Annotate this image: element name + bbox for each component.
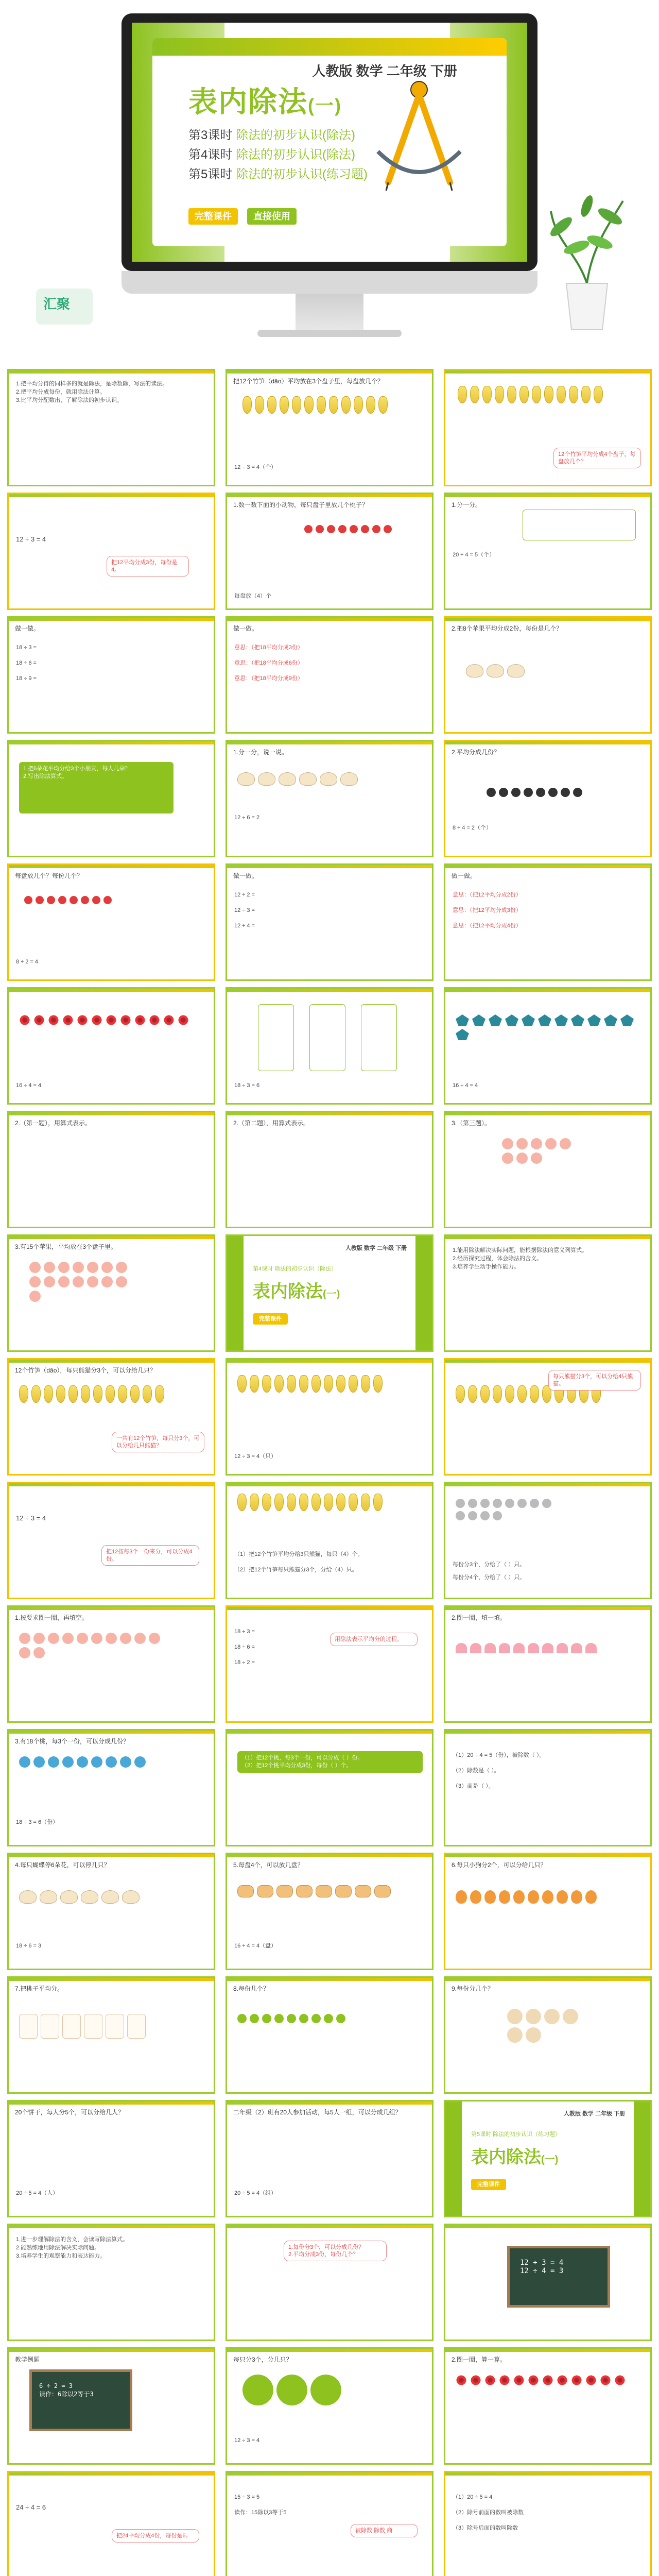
slide-title: 2.平均分成几份？ — [452, 749, 500, 756]
slide-37[interactable] — [7, 1853, 215, 1970]
cover-panel — [152, 38, 507, 246]
objective-line: 1.能用除法解决实际问题，能根据除法的意义列算式。 — [453, 1247, 588, 1253]
slide-10[interactable] — [7, 740, 215, 857]
slide-8[interactable] — [226, 616, 433, 734]
slide-54[interactable] — [444, 2471, 652, 2576]
apple-row — [19, 1633, 174, 1658]
slide-title: 6.每只小狗分2个，可以分给几只？ — [452, 1861, 547, 1869]
exercise-row: 15 ÷ 3 = 5 — [234, 2494, 260, 2500]
slide-27[interactable] — [444, 1358, 652, 1476]
bun-row — [19, 1890, 140, 1904]
cover-title-suffix: (一) — [541, 2154, 559, 2165]
slide-equation: 12 ÷ 3 = 4（只） — [234, 1453, 277, 1460]
chalk-text: 6 ÷ 2 = 3 读作：6除以2等于3 — [39, 2382, 94, 2398]
leaf-row — [456, 1014, 641, 1040]
slide-title: 2.圈一圈，算一算。 — [452, 2356, 507, 2363]
cover-lesson: 第5课时 除法的初步认识（练习题） — [471, 2131, 561, 2138]
cover-title-main: 表内除法 — [188, 86, 308, 118]
slide-12[interactable] — [444, 740, 652, 857]
cover-title-suffix: (一) — [308, 95, 342, 116]
slide-49[interactable] — [7, 2347, 215, 2465]
slide-15[interactable] — [444, 863, 652, 981]
slide-question: 1.数一数下面的小动物，每只盘子里放几个桃子？ — [233, 501, 369, 509]
bread-row — [237, 1885, 391, 1897]
peach-row — [502, 1138, 584, 1164]
meaning-row: 意思：（把18平均分成6份） — [234, 660, 303, 666]
objective-line: 1.把平均分得的同样多的就是除法，是除数除，写法的读法。 — [16, 381, 168, 387]
hint-bubble: 把12平均分成3份，每份是4。 — [107, 556, 189, 577]
slide-title: 做一做。 — [15, 625, 40, 632]
stone-row — [487, 788, 582, 797]
slide-question: 12个竹笋（dāo），每只熊猫分3个，可以分给几只？ — [15, 1367, 157, 1374]
exercise-row: （3）除号后面的数叫除数 — [453, 2525, 518, 2531]
slide-answer: 16 ÷ 4 = 4 — [16, 1082, 42, 1089]
apple-row — [24, 896, 112, 904]
exercise-row: （3）商是（ ）。 — [453, 1783, 494, 1789]
lesson-topic: 除法的初步认识(除法) — [236, 148, 356, 162]
slide-answer: 每盘放（4）个 — [234, 593, 272, 599]
slide-44[interactable] — [226, 2100, 433, 2217]
slide-51[interactable] — [444, 2347, 652, 2465]
objective-line: 3.比平均分配数出，了解除法的初步认识。 — [16, 397, 123, 403]
slide-answer: 8 ÷ 4 = 2（个） — [453, 825, 492, 831]
slide-36[interactable] — [444, 1729, 652, 1846]
compass-icon — [368, 74, 471, 193]
slide-39[interactable] — [444, 1853, 652, 1970]
meaning-row: 意思：（把12平均分成4份） — [453, 923, 522, 929]
slide-title: 2.（第二题），用算式表示。 — [233, 1120, 310, 1127]
hint-bubble: 用除法表示平均分的过程。 — [330, 1633, 418, 1646]
hint-bubble: 一共有12个竹笋，每只分3个，可以分给几只熊猫？ — [112, 1432, 204, 1452]
heart-row — [456, 1643, 597, 1653]
exercise-row: 18 ÷ 6 = — [16, 660, 37, 666]
tree-row — [242, 2375, 341, 2405]
objective-line: 3.培养学生的观察能力和表达能力。 — [16, 2253, 106, 2259]
cover-lesson: 第4课时 除法的初步认识（除法） — [253, 1266, 337, 1272]
hint-bubble: 把12按每3个一份来分，可以分成4份。 — [101, 1545, 199, 1566]
slide-grid — [7, 369, 652, 2576]
slide-answer: 16 ÷ 4 = 4 — [453, 1082, 478, 1089]
slide-title: 4.每只蝴蝶停6朵花，可以停几只？ — [15, 1861, 110, 1869]
exercise-row: （2）除号前面的数叫被除数 — [453, 2510, 524, 2516]
slide-34[interactable] — [7, 1729, 215, 1846]
slide-answer: 20 ÷ 4 = 5（个） — [453, 552, 495, 558]
slide-1[interactable] — [7, 369, 215, 486]
slide-42[interactable] — [444, 1976, 652, 2094]
slide-answer: 8 ÷ 2 = 4 — [16, 959, 39, 965]
card-row — [19, 2014, 146, 2039]
slide-3[interactable] — [444, 369, 652, 486]
exercise-row: 18 ÷ 2 = — [234, 1659, 255, 1666]
blackboard — [507, 2246, 610, 2308]
flower-row — [19, 1014, 204, 1026]
slide-title: 1.分一分，说一说。 — [233, 749, 288, 756]
slide-26[interactable] — [226, 1358, 433, 1476]
slide-4[interactable] — [7, 493, 215, 610]
apple-row — [29, 1262, 132, 1302]
lesson-number: 第3课时 — [188, 128, 233, 142]
slide-objectives — [16, 380, 206, 404]
blackboard — [29, 2369, 132, 2431]
slide-title: 1.分一分。 — [452, 501, 482, 509]
objective-line: 2.能熟练地用除法解决实际问题。 — [16, 2245, 100, 2251]
slide-48[interactable] — [444, 2224, 652, 2341]
slide-41[interactable] — [226, 1976, 433, 2094]
grouping-frame — [258, 1004, 294, 1071]
plant-icon — [546, 170, 628, 335]
slide-7[interactable] — [7, 616, 215, 734]
tag-direct-use[interactable]: 直接使用 — [247, 208, 297, 225]
slide-9[interactable] — [444, 616, 652, 734]
lesson-topic: 除法的初步认识(除法) — [236, 128, 356, 142]
green-question-box: 1.把6朵花平均分给3个小朋友，每人几朵？ 2.写出除法算式。 — [19, 762, 174, 814]
slide-title: 做一做。 — [452, 872, 477, 879]
slide-35[interactable] — [226, 1729, 433, 1846]
cover-title-suffix: (一) — [323, 1289, 340, 1300]
slide-23[interactable] — [226, 1234, 433, 1352]
pear-row — [456, 1890, 597, 1904]
meaning-row: 意思：（把12平均分成3份） — [453, 907, 522, 913]
slide-equation: 20 ÷ 5 = 4（组） — [234, 2190, 277, 2196]
slide-20[interactable] — [226, 1111, 433, 1228]
hint-bubble: 每只熊猫分3个，可以分给4只熊猫。 — [548, 1370, 641, 1391]
brand-logo — [36, 289, 93, 325]
exercise-row: 每份分3个，分给了（ ）只。 — [453, 1562, 526, 1568]
cake-row — [507, 2009, 579, 2043]
question-line: （2）把12个桃平均分成3份，每份（ ）个。 — [241, 1762, 352, 1769]
hint-bubble: 被除数 除数 商 — [351, 2524, 418, 2537]
slide-22[interactable] — [7, 1234, 215, 1352]
exercise-row: （2）把12个竹笋每只熊猫分3个，分给（4）只。 — [234, 1567, 358, 1573]
slide-title: 2.把8个苹果平均分成2份，每份是几个？ — [452, 625, 563, 632]
exercise-row: 18 ÷ 9 = — [16, 675, 37, 682]
cover-topbar — [152, 38, 507, 56]
slide-title: 2.（第一题），用算式表示。 — [15, 1120, 92, 1127]
slide-title: 每只分3个，分几只？ — [233, 2356, 292, 2363]
slide-equation: 24 ÷ 4 = 6 — [16, 2503, 46, 2511]
exercise-row: （1）20 ÷ 4 = 5（份），被除数（ ）。 — [453, 1752, 545, 1758]
exercise-row: （1）把12个竹笋平均分给3只熊猫，每只（4）个。 — [234, 1551, 363, 1557]
slide-answer: 18 ÷ 6 = 3 — [16, 1943, 42, 1949]
lesson-number: 第4课时 — [188, 148, 233, 162]
slide-question: 二年级（2）班有20人参加活动，每5人一组，可以分成几组？ — [233, 2109, 402, 2116]
monitor-frame — [122, 13, 537, 271]
slide-53[interactable] — [226, 2471, 433, 2576]
objective-line: 2.把平均分成每份，就用除法计算。 — [16, 389, 106, 395]
cover-title — [471, 2143, 558, 2168]
lesson-line-2 — [188, 144, 355, 162]
slide-answer: 18 ÷ 3 = 6（份） — [16, 1819, 59, 1825]
grouping-frame — [309, 1004, 345, 1071]
cover-publisher: 人教版 数学 二年级 下册 — [312, 63, 457, 79]
slide-25[interactable] — [7, 1358, 215, 1476]
exercise-row: 每份分4个，分给了（ ）只。 — [453, 1574, 526, 1581]
grouping-frame — [523, 510, 636, 540]
exercise-row: （1）20 ÷ 5 = 4 — [453, 2494, 493, 2500]
slide-answer: 16 ÷ 4 = 4（盘） — [234, 1943, 277, 1949]
slide-answer: 18 ÷ 3 = 6 — [234, 1082, 260, 1089]
exercise-row: （2）除数是（ ）。 — [453, 1768, 500, 1774]
slide-11[interactable] — [226, 740, 433, 857]
meaning-row: 意思：（把12平均分成2份） — [453, 892, 522, 898]
slide-equation: 12 ÷ 3 = 4 — [16, 535, 46, 543]
lesson-number: 第5课时 — [188, 167, 233, 181]
cover-publisher: 人教版 数学 二年级 下册 — [345, 1245, 407, 1251]
slide-30[interactable] — [444, 1482, 652, 1599]
slide-title: 2.圈一圈，填一填。 — [452, 1614, 507, 1621]
slide-16[interactable] — [7, 987, 215, 1105]
peach-row — [19, 1756, 174, 1768]
objective-line: 2.经历探究过程，体会除法的含义。 — [453, 1256, 543, 1262]
exercise-row: 12 ÷ 4 = — [234, 923, 255, 929]
slide-40[interactable] — [7, 1976, 215, 2094]
slide-2[interactable] — [226, 369, 433, 486]
slide-title: 7.把桃子平均分。 — [15, 1985, 64, 1992]
cover-title-main: 表内除法 — [253, 1282, 323, 1301]
slide-title: 每盘放几个？每份几个？ — [15, 872, 83, 879]
cup-row — [237, 772, 358, 786]
bamboo-row — [237, 1375, 383, 1393]
slide-6[interactable] — [444, 493, 652, 610]
slide-13[interactable] — [7, 863, 215, 981]
hint-bubble: 1.每份分3个，可以分成几份？ 2.平均分成3份，每份几个？ — [284, 2241, 387, 2261]
hero-section — [0, 0, 659, 361]
cover-title — [188, 79, 342, 121]
exercise-row: 12 ÷ 2 = — [234, 892, 255, 898]
peach-row — [304, 525, 392, 533]
exercise-row: 读作：15除以3等于5 — [234, 2510, 287, 2516]
cover-publisher: 人教版 数学 二年级 下册 — [564, 2111, 626, 2117]
question-line: （1）把12个桃，每3个一份，可以分成（ ）份。 — [241, 1755, 363, 1761]
slide-50[interactable] — [226, 2347, 433, 2465]
slide-objectives — [453, 1246, 643, 1271]
slide-29[interactable] — [226, 1482, 433, 1599]
cover-title — [253, 1277, 340, 1302]
slide-title: 8.每份几个？ — [233, 1985, 270, 1992]
slide-47[interactable] — [226, 2224, 433, 2341]
bamboo-row — [242, 396, 388, 414]
slide-objectives — [16, 2235, 206, 2260]
flower-row — [456, 2375, 641, 2386]
monitor-base — [257, 330, 402, 337]
slide-28[interactable] — [7, 1482, 215, 1599]
logo-text: 汇聚 — [43, 296, 71, 312]
exercise-row: 12 ÷ 3 = — [234, 907, 255, 913]
slide-answer: 12 ÷ 3 = 4 — [234, 2437, 260, 2444]
cover-title-main: 表内除法 — [471, 2147, 541, 2167]
slide-18[interactable] — [444, 987, 652, 1105]
slide-33[interactable] — [444, 1605, 652, 1723]
slide-title: 教学例题 — [15, 2356, 40, 2363]
slide-52[interactable] — [7, 2471, 215, 2576]
slide-17[interactable] — [226, 987, 433, 1105]
hint-bubble: 把24平均分成4份，每份是6。 — [112, 2529, 199, 2543]
meaning-row: 意思：（把18平均分成3份） — [234, 645, 303, 651]
slide-title: 做一做。 — [233, 625, 258, 632]
slide-answer: 12 ÷ 3 = 4（个） — [234, 464, 277, 470]
slide-45[interactable] — [444, 2100, 652, 2217]
slide-14[interactable] — [226, 863, 433, 981]
bowl-row — [466, 664, 525, 677]
slide-19[interactable] — [7, 1111, 215, 1228]
green-question-box — [237, 1751, 423, 1773]
objective-line: 1.进一步理解除法的含义，会读写除法算式。 — [16, 2236, 129, 2243]
cover-slide — [132, 23, 527, 262]
slide-title: 3.（第三题）。 — [452, 1120, 491, 1127]
slide-title: 3.有15个苹果，平均放在3个盘子里。 — [15, 1243, 117, 1250]
bamboo-row — [19, 1385, 164, 1403]
slide-answer: 12 ÷ 6 = 2 — [234, 815, 260, 821]
monitor-stand — [296, 294, 363, 331]
exercise-row: 18 ÷ 3 = — [16, 645, 37, 651]
slide-title: 5.每盘4个，可以放几盘？ — [233, 1861, 304, 1869]
objective-line: 3.培养学生动手操作能力。 — [453, 1264, 520, 1270]
slide-31[interactable] — [7, 1605, 215, 1723]
exercise-row: 18 ÷ 3 = — [234, 1629, 255, 1635]
slide-title: 9.每份分几个？ — [452, 1985, 494, 1992]
slide-equation: 12 ÷ 3 = 4 — [16, 1514, 46, 1522]
tag-complete[interactable]: 完整课件 — [188, 208, 238, 225]
slide-32[interactable] — [226, 1605, 433, 1723]
monitor-chin — [122, 271, 537, 294]
exercise-row: 18 ÷ 6 = — [234, 1644, 255, 1650]
slide-21[interactable] — [444, 1111, 652, 1228]
slide-equation: 20 ÷ 5 = 4（人） — [16, 2190, 59, 2196]
chalk-text: 12 ÷ 3 = 4 12 ÷ 4 = 3 — [520, 2259, 564, 2275]
slide-question: 把12个竹笋（dāo）平均放在3个盘子里，每盘放几个？ — [233, 378, 384, 385]
lesson-line-3 — [188, 164, 368, 182]
slide-title: 做一做。 — [233, 872, 258, 879]
ball-row — [237, 2014, 345, 2023]
slide-38[interactable] — [226, 1853, 433, 1970]
tag-complete[interactable]: 完整课件 — [471, 2179, 506, 2190]
slide-24[interactable] — [444, 1234, 652, 1352]
tag-complete[interactable]: 完整课件 — [253, 1313, 288, 1325]
slide-question: 20个饼干，每人分5个，可以分给几人？ — [15, 2109, 125, 2116]
grouping-frame — [361, 1004, 397, 1071]
bamboo-row — [237, 1494, 383, 1511]
slide-5[interactable] — [226, 493, 433, 610]
hint-bubble: 12个竹笋平均分成4个盘子，每盘放几个？ — [553, 448, 641, 468]
stone-row — [456, 1499, 559, 1520]
slide-title: 1.按要求圈一圈，再填空。 — [15, 1614, 89, 1621]
slide-title: 3.有18个桃，每3个一份，可以分成几份？ — [15, 1738, 130, 1745]
slide-43[interactable] — [7, 2100, 215, 2217]
lesson-line-1 — [188, 125, 355, 143]
bamboo-row — [458, 386, 603, 403]
slide-46[interactable] — [7, 2224, 215, 2341]
lesson-topic: 除法的初步认识(练习题) — [236, 167, 368, 181]
meaning-row: 意思：（把18平均分成9份） — [234, 675, 303, 682]
